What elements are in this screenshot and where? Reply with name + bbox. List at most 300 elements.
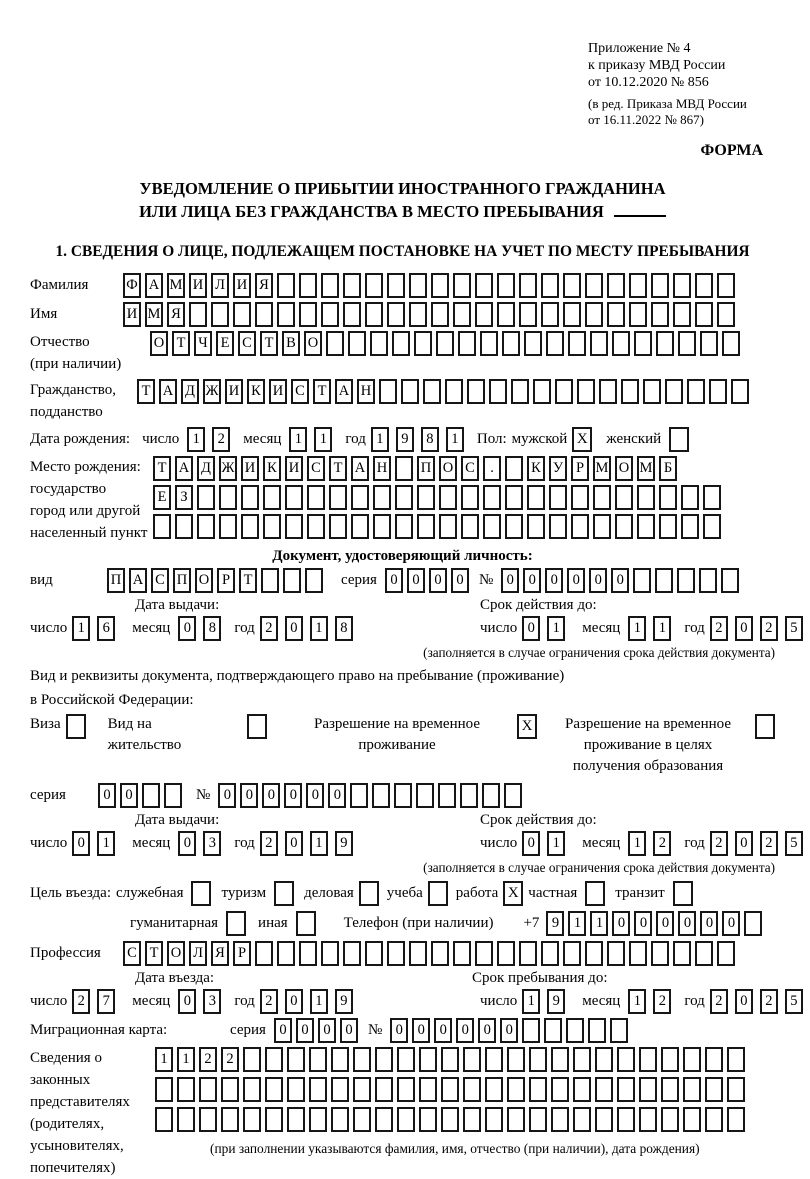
char-box [461,514,479,539]
char-box [695,273,713,298]
char-box [727,1077,745,1102]
char-box [673,302,691,327]
char-box [722,331,740,356]
char-box: 1 [187,427,205,452]
stay-year-label: год [684,993,705,1009]
char-box [365,273,383,298]
char-box: 0 [274,1018,292,1043]
purpose-other-checkbox [296,911,316,936]
char-box: Я [255,273,273,298]
char-box [255,941,273,966]
char-box: 1 [72,616,90,641]
char-box [414,331,432,356]
char-box: О [150,331,168,356]
birth-place-label [30,456,153,544]
char-box [365,302,383,327]
char-box [241,514,259,539]
char-box: Б [659,456,677,481]
residence-permit-checkbox [247,714,267,739]
birth-place-boxes-row-1 [153,456,725,481]
char-box: 2 [710,831,728,856]
char-box [309,1047,327,1072]
char-box: С [123,941,141,966]
char-box [568,331,586,356]
char-box [299,302,317,327]
doc-issue-month-label: месяц [132,620,171,636]
char-box: 8 [335,616,353,641]
doc-number-label: № [478,572,494,588]
char-box [353,1047,371,1072]
char-box [482,783,500,808]
char-box [527,485,545,510]
residence-issue-year-label: год [234,835,255,851]
char-box [373,485,391,510]
char-box [541,941,559,966]
purpose-study-checkbox [428,881,448,906]
char-box: А [129,568,147,593]
char-box [617,1107,635,1132]
char-box [265,1047,283,1072]
patronymic-label-line-2: (при наличии) [30,356,122,372]
doc-expiry-header: Срок действия до: [480,597,597,613]
residence-issue-header: Дата выдачи: [135,812,220,828]
char-box [522,1018,540,1043]
char-box [233,302,251,327]
char-box [175,514,193,539]
identity-doc-date-headers [30,597,775,614]
char-box: 0 [456,1018,474,1043]
char-box: 2 [212,427,230,452]
representatives-boxes-row-1 [155,1047,749,1072]
char-box: С [238,331,256,356]
char-box [643,379,661,404]
char-box [348,331,366,356]
surname-label: Фамилия [30,277,89,293]
char-box [519,273,537,298]
char-box [375,1047,393,1072]
doc-issue-day-label: число [30,620,68,636]
char-box: П [173,568,191,593]
char-box [372,783,390,808]
char-box [397,1107,415,1132]
sex-female-label: женский [606,431,662,447]
char-box [651,302,669,327]
char-box [343,273,361,298]
representatives-boxes-row-3 [155,1107,749,1132]
char-box: 1 [314,427,332,452]
char-box [629,273,647,298]
char-box: 1 [590,911,608,936]
char-box: И [241,456,259,481]
char-box [255,302,273,327]
char-box: Р [217,568,235,593]
char-box: 0 [412,1018,430,1043]
purpose-work-checkbox: X [503,881,523,906]
char-box [549,514,567,539]
char-box: 6 [97,616,115,641]
migration-number-label: № [367,1022,383,1038]
char-box [423,379,441,404]
char-box [659,485,677,510]
char-box: 0 [735,616,753,641]
char-box [563,941,581,966]
char-box: 0 [589,568,607,593]
char-box: М [145,302,163,327]
residence-expiry-month-boxes [628,831,678,856]
appendix-block [588,40,775,128]
surname-boxes [123,273,739,298]
char-box: 0 [522,616,540,641]
sex-female-checkbox [669,427,689,452]
char-box [243,1077,261,1102]
char-box [321,302,339,327]
char-box [326,331,344,356]
char-box [461,485,479,510]
char-box: 0 [240,783,258,808]
char-box [417,514,435,539]
char-box [659,514,677,539]
char-box: А [145,273,163,298]
section1-heading: 1. СВЕДЕНИЯ О ЛИЦЕ, ПОДЛЕЖАЩЕМ ПОСТАНОВКЕ НА УЧЕТ ПО МЕСТУ ПРЕБЫВАНИЯ [55,243,750,260]
appendix-line-3: от 10.12.2020 № 856 [588,75,709,90]
char-box: И [225,379,243,404]
char-box [219,485,237,510]
char-box [593,514,611,539]
char-box [524,331,542,356]
representatives-row [30,1047,775,1179]
char-box [639,1107,657,1132]
char-box [717,273,735,298]
identity-doc-type-row [30,568,775,593]
purpose-study-label: учеба [386,885,423,901]
char-box [265,1107,283,1132]
doc-expiry-day-boxes [522,616,572,641]
purpose-business-checkbox [359,881,379,906]
char-box [277,941,295,966]
char-box [717,941,735,966]
purpose-transit-label: транзит [615,885,665,901]
char-box: М [637,456,655,481]
char-box: 0 [500,1018,518,1043]
char-box [633,568,651,593]
char-box [502,331,520,356]
char-box [695,941,713,966]
char-box [453,941,471,966]
temp-residence-label: Разрешение на временное проживание [314,716,480,753]
char-box: 1 [628,831,646,856]
char-box: В [282,331,300,356]
char-box [243,1047,261,1072]
revision-line-1: (в ред. Приказа МВД России [588,96,747,111]
char-box: 2 [221,1047,239,1072]
char-box: 0 [523,568,541,593]
char-box [511,379,529,404]
char-box: 0 [735,831,753,856]
purpose-official-label: служебная [115,885,184,901]
char-box [307,514,325,539]
char-box [287,1047,305,1072]
char-box [615,485,633,510]
birth-year-boxes [371,427,471,452]
representatives-boxes-block [155,1047,749,1157]
char-box [541,273,559,298]
birth-month-boxes [289,427,339,452]
char-box [343,302,361,327]
entry-dates-row [30,989,798,1014]
char-box [458,331,476,356]
temp-residence-education-checkbox [755,714,775,739]
residence-issue-month-label: месяц [132,835,171,851]
char-box [350,783,368,808]
char-box [277,302,295,327]
char-box: И [123,302,141,327]
char-box [507,1047,525,1072]
residence-issue-year-boxes [260,831,360,856]
char-box: 0 [218,783,236,808]
doc-series-boxes [385,568,473,593]
appendix-line-2: к приказу МВД России [588,58,726,73]
char-box: 0 [390,1018,408,1043]
char-box [416,783,434,808]
char-box [431,273,449,298]
sex-male-checkbox: X [572,427,592,452]
purpose-private-checkbox [585,881,605,906]
char-box [551,1077,569,1102]
purpose-other-label: иная [258,915,288,931]
char-box [577,379,595,404]
char-box: 0 [340,1018,358,1043]
char-box: С [151,568,169,593]
char-box: 1 [97,831,115,856]
char-box [460,783,478,808]
char-box [387,941,405,966]
char-box: 0 [284,783,302,808]
char-box [373,514,391,539]
char-box [353,1077,371,1102]
char-box [343,941,361,966]
char-box: 1 [547,831,565,856]
char-box [439,485,457,510]
char-box [419,1107,437,1132]
purpose-humanitarian-label: гуманитарная [130,915,219,931]
given-name-row [30,302,775,327]
char-box: П [107,568,125,593]
char-box [563,273,581,298]
char-box [703,514,721,539]
birth-place-boxes-row-2 [153,485,725,510]
char-box: 2 [199,1047,217,1072]
char-box: 1 [177,1047,195,1072]
char-box: 1 [371,427,389,452]
doc-expiry-day-label: число [480,620,518,636]
char-box: Т [145,941,163,966]
char-box [717,302,735,327]
residence-series-boxes [98,783,186,808]
char-box [595,1077,613,1102]
char-box [681,485,699,510]
char-box [595,1107,613,1132]
char-box [705,1107,723,1132]
char-box: Ж [203,379,221,404]
char-box [639,1077,657,1102]
char-box [617,1077,635,1102]
char-box: И [285,456,303,481]
char-box: О [167,941,185,966]
char-box [651,273,669,298]
residence-number-boxes [218,783,526,808]
char-box [475,273,493,298]
migration-series-label: серия [230,1022,266,1038]
char-box [673,273,691,298]
birth-place-boxes-block [153,456,725,539]
char-box [683,1077,701,1102]
char-box [673,941,691,966]
char-box [727,1047,745,1072]
residence-issue-day-label: число [30,835,68,851]
char-box [453,302,471,327]
migration-number-boxes [390,1018,632,1043]
char-box: 0 [385,568,403,593]
char-box [505,456,523,481]
char-box: 0 [656,911,674,936]
char-box [219,514,237,539]
char-box: 7 [97,989,115,1014]
char-box [370,331,388,356]
char-box [221,1107,239,1132]
char-box: Р [571,456,589,481]
char-box [417,485,435,510]
char-box: 1 [568,911,586,936]
char-box: Т [329,456,347,481]
char-box [199,1107,217,1132]
char-box: У [549,456,567,481]
citizenship-boxes [137,379,753,404]
char-box: А [351,456,369,481]
char-box [529,1107,547,1132]
residence-expiry-header: Срок действия до: [480,812,597,828]
char-box: С [291,379,309,404]
representatives-label-line-4: (родителях, [30,1116,105,1132]
representatives-label-line-1: Сведения о [30,1050,102,1066]
char-box [607,941,625,966]
char-box: З [175,485,193,510]
char-box: 0 [178,989,196,1014]
char-box: П [417,456,435,481]
char-box [177,1077,195,1102]
birth-date-row [30,427,775,452]
char-box: 2 [710,989,728,1014]
char-box [197,485,215,510]
char-box [546,331,564,356]
char-box [480,331,498,356]
option-temp-residence-education [553,714,775,777]
residence-expiry-month-label: месяц [582,835,621,851]
char-box [285,485,303,510]
char-box: 0 [407,568,425,593]
char-box [695,302,713,327]
citizenship-label [30,379,137,423]
char-box [497,302,515,327]
residence-permit-label: Вид на жительство [107,716,182,753]
char-box [299,941,317,966]
migration-series-boxes [274,1018,362,1043]
char-box: 2 [260,989,278,1014]
char-box: А [159,379,177,404]
char-box: 9 [335,989,353,1014]
char-box: С [461,456,479,481]
char-box: Л [211,273,229,298]
char-box: 0 [178,616,196,641]
migration-card-label: Миграционная карта: [30,1022,168,1038]
char-box: 0 [735,989,753,1014]
char-box: 2 [760,989,778,1014]
char-box [199,1077,217,1102]
char-box [277,273,295,298]
char-box [409,941,427,966]
char-box [651,941,669,966]
sex-label: Пол: [476,431,507,447]
representatives-note: (при заполнении указываются фамилия, имя, отчество (при наличии), дата рождения) [210,1141,700,1156]
char-box: Т [239,568,257,593]
char-box: 2 [653,831,671,856]
char-box: 0 [328,783,346,808]
birth-date-label: Дата рождения: [30,431,131,447]
char-box: 1 [653,616,671,641]
char-box: 1 [522,989,540,1014]
char-box: И [233,273,251,298]
char-box [142,783,160,808]
blank-underline [614,215,666,217]
revision-block [588,96,775,128]
char-box: 8 [203,616,221,641]
char-box: К [527,456,545,481]
birth-month-label: месяц [243,431,282,447]
citizenship-label-line-2: подданство [30,404,103,420]
char-box: Р [233,941,251,966]
char-box [395,514,413,539]
char-box [283,568,301,593]
char-box [331,1077,349,1102]
char-box [588,1018,606,1043]
char-box [489,379,507,404]
char-box: 2 [710,616,728,641]
char-box [375,1107,393,1132]
char-box: 1 [628,616,646,641]
char-box: Е [153,485,171,510]
char-box [401,379,419,404]
phone-boxes [546,911,766,936]
char-box [563,302,581,327]
char-box: 1 [310,831,328,856]
char-box [744,911,762,936]
doc-issue-day-boxes [72,616,122,641]
char-box: 1 [628,989,646,1014]
birth-day-label: число [142,431,180,447]
char-box [397,1047,415,1072]
char-box [221,1077,239,1102]
char-box [687,379,705,404]
char-box [441,1047,459,1072]
char-box [709,379,727,404]
char-box [475,941,493,966]
residence-doc-intro-1: Вид и реквизиты документа, подтверждающего право на пребывание (проживание) [30,668,565,684]
citizenship-label-line-1: Гражданство, [30,382,117,398]
char-box: 0 [285,831,303,856]
char-box: 0 [262,783,280,808]
form-title-line-2-text: ИЛИ ЛИЦА БЕЗ ГРАЖДАНСТВА В МЕСТО ПРЕБЫВАНИЯ [139,202,604,221]
residence-doc-note: (заполняется в случае ограничения срока действия документа) [423,860,775,875]
char-box [189,302,207,327]
